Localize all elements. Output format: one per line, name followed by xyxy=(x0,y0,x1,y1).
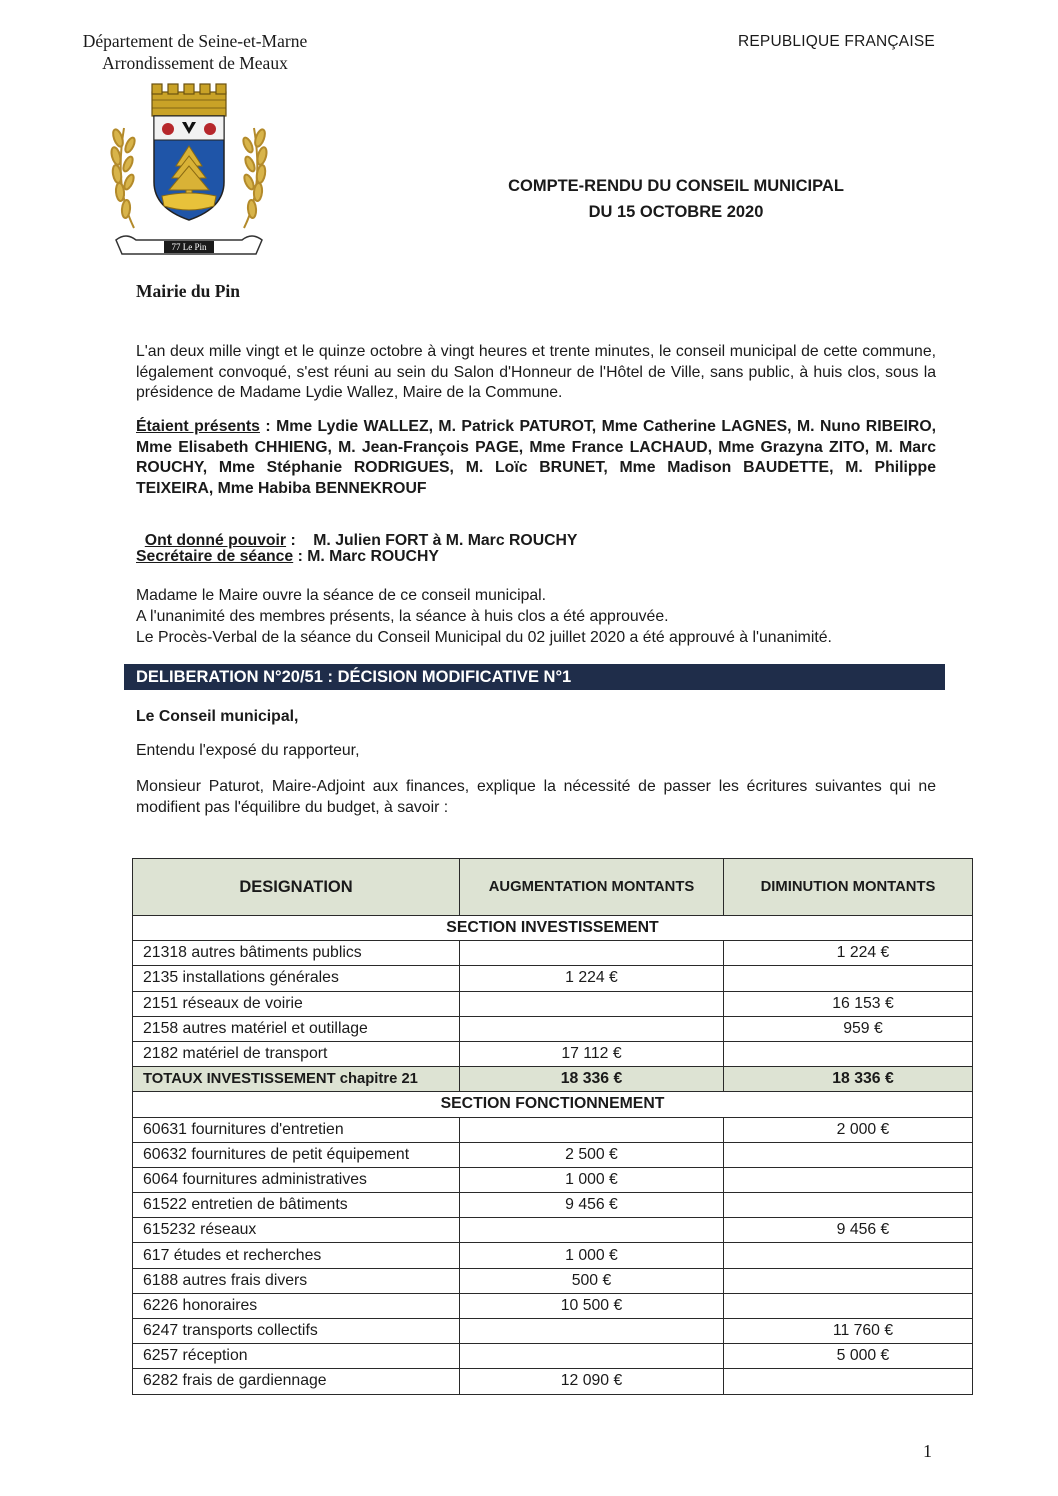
row-decrease xyxy=(724,1041,973,1066)
table-body xyxy=(133,916,973,1395)
row-label: 2135 installations générales xyxy=(133,966,460,991)
row-increase xyxy=(460,1344,724,1369)
section-investment-label: SECTION INVESTISSEMENT xyxy=(133,916,973,941)
table-row xyxy=(133,1218,973,1243)
page-number: 1 xyxy=(923,1441,932,1461)
title-line-2: DU 15 OCTOBRE 2020 xyxy=(588,203,764,221)
deliberation-title-banner: DELIBERATION N°20/51 : DÉCISION MODIFICATIVE N°1 xyxy=(124,664,945,690)
row-increase xyxy=(460,1016,724,1041)
row-increase xyxy=(460,1319,724,1344)
row-label: 6247 transports collectifs xyxy=(133,1319,460,1344)
row-label: 6282 frais de gardiennage xyxy=(133,1369,460,1394)
row-increase: 2 500 € xyxy=(460,1142,724,1167)
row-label: 21318 autres bâtiments publics xyxy=(133,941,460,966)
table-row xyxy=(133,1243,973,1268)
total-decrease: 18 336 € xyxy=(724,1067,973,1092)
table-row xyxy=(133,1344,973,1369)
row-increase: 1 000 € xyxy=(460,1243,724,1268)
row-decrease: 11 760 € xyxy=(724,1319,973,1344)
opening-line-1: Madame le Maire ouvre la séance de ce conseil municipal. xyxy=(136,587,547,604)
row-increase: 10 500 € xyxy=(460,1293,724,1318)
session-secretary xyxy=(136,547,936,568)
table-row xyxy=(133,1142,973,1167)
row-decrease xyxy=(724,1268,973,1293)
row-increase: 17 112 € xyxy=(460,1041,724,1066)
header-left xyxy=(40,30,350,74)
opening-paragraph xyxy=(136,585,936,648)
heard-line: Entendu l'exposé du rapporteur, xyxy=(136,742,360,759)
total-increase: 18 336 € xyxy=(460,1067,724,1092)
header-designation: DESIGNATION xyxy=(133,859,460,916)
table-row xyxy=(133,1319,973,1344)
row-decrease: 959 € xyxy=(724,1016,973,1041)
attendance-present xyxy=(136,417,936,499)
row-increase: 12 090 € xyxy=(460,1369,724,1394)
row-label: 6064 fournitures administratives xyxy=(133,1167,460,1192)
table-row xyxy=(133,991,973,1016)
row-decrease: 5 000 € xyxy=(724,1344,973,1369)
town-crest-logo xyxy=(106,78,272,262)
row-increase xyxy=(460,941,724,966)
row-decrease: 2 000 € xyxy=(724,1117,973,1142)
table-row xyxy=(133,1041,973,1066)
table-row xyxy=(133,1016,973,1041)
row-label: 61522 entretien de bâtiments xyxy=(133,1193,460,1218)
row-decrease xyxy=(724,966,973,991)
section-investment-row xyxy=(133,916,973,941)
proxy-label: Ont donné pouvoir xyxy=(144,531,287,549)
secretary-text: : M. Marc ROUCHY xyxy=(293,548,439,565)
row-decrease xyxy=(724,1142,973,1167)
table-row xyxy=(133,1117,973,1142)
table-row xyxy=(133,1268,973,1293)
council-heading: Le Conseil municipal, xyxy=(136,708,299,725)
attendance-proxy xyxy=(136,510,936,551)
row-label: 2158 autres matériel et outillage xyxy=(133,1016,460,1041)
table-header-row xyxy=(133,859,973,916)
header-decrease: DIMINUTION MONTANTS xyxy=(724,859,973,916)
row-label: 6257 réception xyxy=(133,1344,460,1369)
row-decrease: 9 456 € xyxy=(724,1218,973,1243)
opening-line-2: A l'unanimité des membres présents, la séance à huis clos a été approuvée. xyxy=(136,608,669,625)
row-decrease xyxy=(724,1167,973,1192)
title-line-1: COMPTE-RENDU DU CONSEIL MUNICIPAL xyxy=(508,177,844,195)
table-row xyxy=(133,966,973,991)
row-decrease xyxy=(724,1293,973,1318)
arrondissement-name: Arrondissement de Meaux xyxy=(102,53,288,73)
intro-paragraph: L'an deux mille vingt et le quinze octobre à vingt heures et trente minutes, le conseil municipal de cette commune, légalement convoqué, s'est réuni au sein du Salon d'Honneur de l'Hôtel de Ville, sans public, à huis clos, sous la présidence de Madame Lydie Wallez, Maire de la Commune. xyxy=(136,343,936,401)
table-row xyxy=(133,1369,973,1394)
town-hall-name: Mairie du Pin xyxy=(136,281,241,301)
total-label: TOTAUX INVESTISSEMENT chapitre 21 xyxy=(133,1067,460,1092)
header-increase: AUGMENTATION MONTANTS xyxy=(460,859,724,916)
section-operating-label: SECTION FONCTIONNEMENT xyxy=(133,1092,973,1117)
row-label: 60631 fournitures d'entretien xyxy=(133,1117,460,1142)
present-label: Étaient présents xyxy=(136,418,260,435)
row-increase: 1 000 € xyxy=(460,1167,724,1192)
row-label: 60632 fournitures de petit équipement xyxy=(133,1142,460,1167)
document-title xyxy=(410,173,942,225)
table-row xyxy=(133,1293,973,1318)
table-row xyxy=(133,941,973,966)
row-label: 6188 autres frais divers xyxy=(133,1268,460,1293)
row-decrease xyxy=(724,1369,973,1394)
investment-total-row xyxy=(133,1067,973,1092)
section-operating-row xyxy=(133,1092,973,1117)
row-label: 615232 réseaux xyxy=(133,1218,460,1243)
explanation-paragraph: Monsieur Paturot, Maire-Adjoint aux finances, explique la nécessité de passer les écritures suivantes qui ne modifient pas l'équilibre du budget, à savoir : xyxy=(136,778,936,816)
row-decrease xyxy=(724,1193,973,1218)
row-decrease: 16 153 € xyxy=(724,991,973,1016)
opening-line-3: Le Procès-Verbal de la séance du Conseil Municipal du 02 juillet 2020 a été approuvé à l'unanimité. xyxy=(136,629,832,646)
row-increase xyxy=(460,1218,724,1243)
row-increase: 1 224 € xyxy=(460,966,724,991)
budget-amendment-table xyxy=(132,858,973,1395)
row-increase: 9 456 € xyxy=(460,1193,724,1218)
row-decrease: 1 224 € xyxy=(724,941,973,966)
proxy-text: : M. Julien FORT à M. Marc ROUCHY xyxy=(286,531,578,549)
table-row xyxy=(133,1167,973,1192)
row-increase: 500 € xyxy=(460,1268,724,1293)
department-name: Département de Seine-et-Marne xyxy=(82,31,308,51)
row-label: 6226 honoraires xyxy=(133,1293,460,1318)
crest-banner-text: 77 Le Pin xyxy=(171,242,207,252)
secretary-label: Secrétaire de séance xyxy=(136,548,294,565)
table-row xyxy=(133,1193,973,1218)
republic-label: REPUBLIQUE FRANÇAISE xyxy=(738,33,935,50)
row-label: 617 études et recherches xyxy=(133,1243,460,1268)
row-increase xyxy=(460,991,724,1016)
row-label: 2182 matériel de transport xyxy=(133,1041,460,1066)
present-names: : Mme Lydie WALLEZ, M. Patrick PATUROT, Mme Catherine LAGNES, M. Nuno RIBEIRO, Mme Elisabeth CHHIENG, M. Jean-François PAGE, Mme France LACHAUD, Mme Grazyna ZITO, M. Marc ROUCHY, Mme Stéphanie RODRIGUES, M. Loïc BRUNET, Mme Madison BAUDETTE, M. Philippe TEIXEIRA, Mme Habiba BENNEKROUF xyxy=(136,418,937,497)
row-increase xyxy=(460,1117,724,1142)
row-label: 2151 réseaux de voirie xyxy=(133,991,460,1016)
row-decrease xyxy=(724,1243,973,1268)
